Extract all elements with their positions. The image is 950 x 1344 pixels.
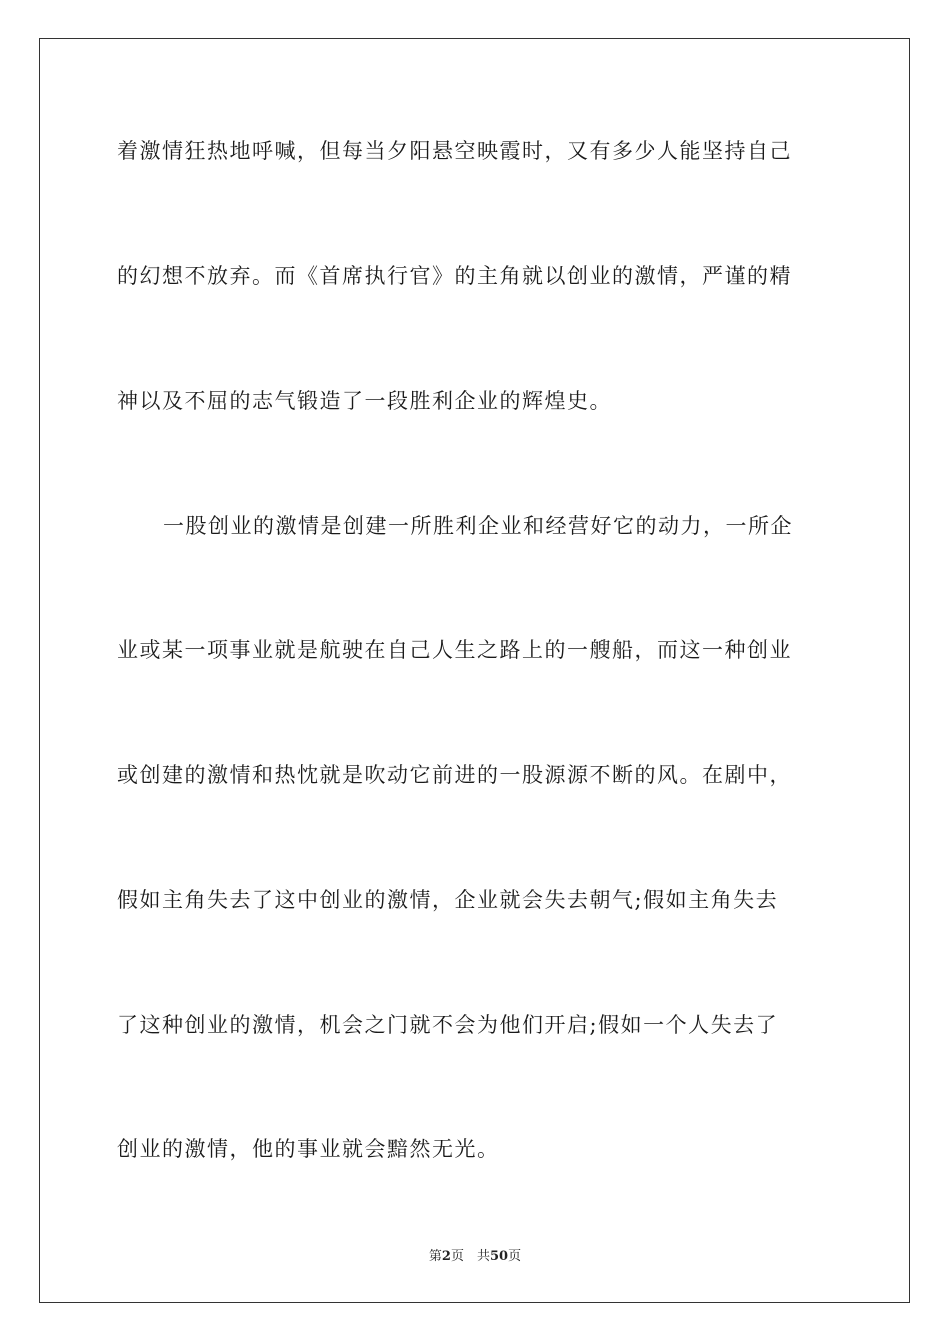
total-pages-number: 50 [489, 1249, 509, 1264]
text-line: 创业的激情，他的事业就会黯然无光。 [117, 1137, 500, 1161]
current-page-number: 2 [441, 1249, 451, 1264]
footer-middle: 页 共 [450, 1249, 490, 1264]
text-line: 业或某一项事业就是航驶在自己人生之路上的一艘船，而这一种创业 [117, 638, 792, 662]
footer-suffix: 页 [508, 1249, 522, 1264]
text-line: 了这种创业的激情，机会之门就不会为他们开启;假如一个人失去了 [117, 1013, 779, 1037]
text-line: 着激情狂热地呼喊，但每当夕阳悬空映霞时，又有多少人能坚持自己 [117, 139, 792, 163]
text-line: 神以及不屈的志气锻造了一段胜利企业的辉煌史。 [117, 389, 612, 413]
page-footer [0, 1245, 950, 1264]
paragraph-first-line: 一股创业的激情是创建一所胜利企业和经营好它的动力，一所企 [163, 514, 793, 538]
footer-prefix: 第 [428, 1249, 442, 1264]
page-border [39, 38, 910, 1303]
text-line: 或创建的激情和热忱就是吹动它前进的一股源源不断的风。在剧中， [117, 763, 792, 787]
text-line: 假如主角失去了这中创业的激情，企业就会失去朝气;假如主角失去 [117, 888, 779, 912]
text-line: 的幻想不放弃。而《首席执行官》的主角就以创业的激情，严谨的精 [117, 264, 792, 288]
